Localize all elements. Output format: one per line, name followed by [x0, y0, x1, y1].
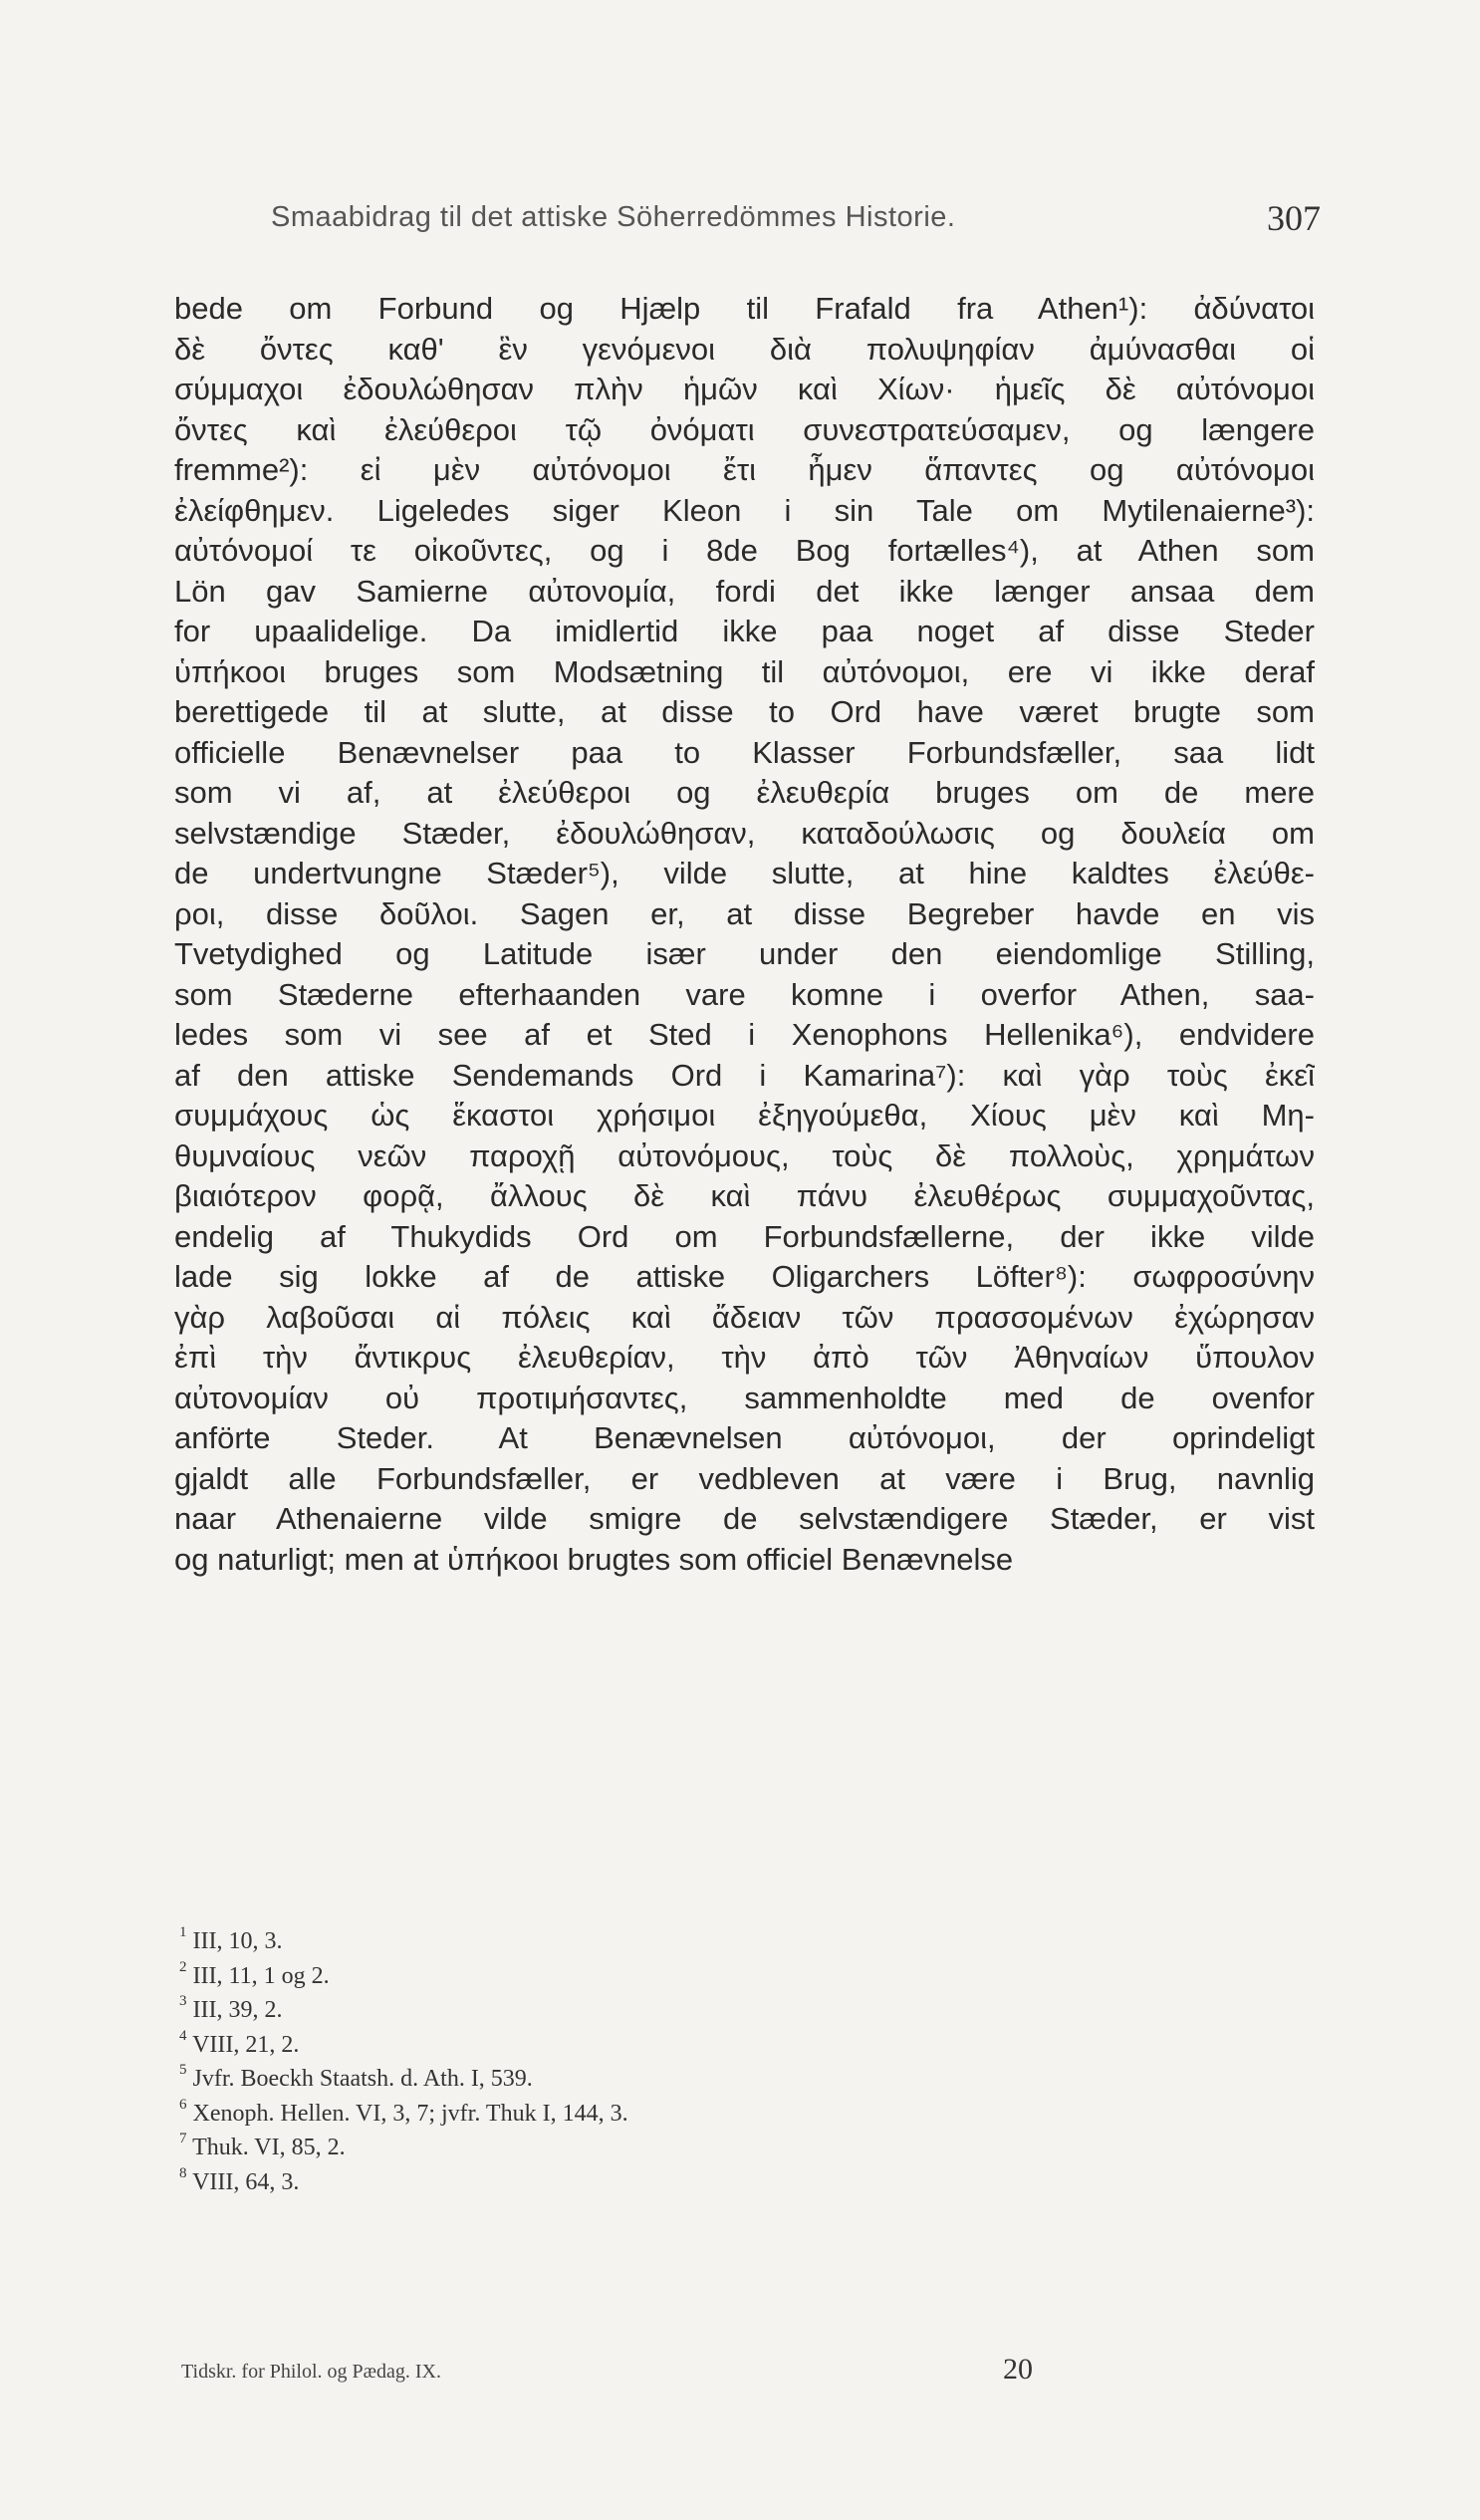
text-line: ἐλείφθημεν. Ligeledes siger Kleon i sin Tale om Mytilenaierne³):: [174, 492, 1315, 528]
text-line: ἐπὶ τὴν ἄντικρυς ἐλευθερίαν, τὴν ἀπὸ τῶν Ἀθηναίων ὕπουλον: [174, 1340, 1315, 1375]
text-line: ὄντες καὶ ἐλεύθεροι τῷ ὀνόματι συνεστρατεύσαμεν, og længere: [174, 411, 1315, 447]
text-line: officielle Benævnelser paa to Klasser Forbundsfæller, saa lidt: [174, 734, 1315, 770]
text-line: lade sig lokke af de attiske Oligarchers Löfter⁸): σωφροσύνην: [174, 1259, 1315, 1294]
text-line: ὑπήκοοι bruges som Modsætning til αὐτόνομοι, ere vi ikke deraf: [174, 653, 1315, 689]
footnote-mark: 5: [179, 2062, 187, 2078]
footnote-text: Xenoph. Hellen. VI, 3, 7; jvfr. Thuk I, 144, 3.: [186, 2100, 628, 2127]
footnote-mark: 4: [179, 2027, 187, 2044]
text-line: fremme²): εἰ μὲν αὐτόνομοι ἔτι ἦμεν ἅπαντες og αὐτόνομοι: [174, 452, 1315, 487]
footnote: [179, 1924, 1076, 1959]
text-line: af den attiske Sendemands Ord i Kamarina⁷): καὶ γὰρ τοὺς ἐκεῖ: [174, 1057, 1315, 1093]
text-line: anförte Steder. At Benævnelsen αὐτόνομοι, der oprindeligt: [174, 1420, 1315, 1455]
footnote-text: III, 11, 1 og 2.: [186, 1962, 330, 1989]
footnote-mark: 3: [179, 1993, 187, 2009]
footnote-text: III, 39, 2.: [186, 1997, 283, 2023]
text-line: θυμναίους νεῶν παροχῇ αὐτονόμους, τοὺς δὲ πολλοὺς, χρημάτων: [174, 1137, 1315, 1173]
footnote-mark: 2: [179, 1958, 187, 1975]
text-line: συμμάχους ὡς ἕκαστοι χρήσιμοι ἐξηγούμεθα, Χίους μὲν καὶ Μη-: [174, 1098, 1315, 1133]
text-line: selvstændige Stæder, ἐδουλώθησαν, καταδούλωσις og δουλεία om: [174, 815, 1315, 851]
text-line: ροι, disse δοῦλοι. Sagen er, at disse Begreber havde en vis: [174, 895, 1315, 931]
footnote: [179, 1993, 1076, 2028]
text-line: Lön gav Samierne αὐτονομία, fordi det ikke længer ansaa dem: [174, 573, 1315, 609]
text-line: de undertvungne Stæder⁵), vilde slutte, at hine kaldtes ἐλεύθε-: [174, 856, 1315, 890]
footnote: [179, 1959, 1076, 1994]
body-text: [174, 289, 1315, 1580]
text-line: bede om Forbund og Hjælp til Frafald fra Athen¹): ἀδύνατοι: [174, 291, 1315, 326]
running-head: Smaabidrag til det attiske Söherredömmes Historie.: [271, 201, 956, 233]
sheet-signature: 20: [1003, 2353, 1033, 2386]
page-number: 307: [1267, 198, 1321, 238]
footnote-mark: 8: [179, 2164, 187, 2181]
footnote-mark: 6: [179, 2096, 187, 2113]
journal-signature-line: Tidskr. for Philol. og Pædag. IX.: [181, 2361, 441, 2383]
text-line: βιαιότερον φορᾷ, ἄλλους δὲ καὶ πάνυ ἐλευθέρως συμμαχοῦντας,: [174, 1178, 1315, 1213]
footnote: [179, 2097, 1076, 2132]
text-line: σύμμαχοι ἐδουλώθησαν πλὴν ἡμῶν καὶ Χίων· ἡμεῖς δὲ αὐτόνομοι: [174, 372, 1315, 406]
footnote-text: Thuk. VI, 85, 2.: [186, 2135, 346, 2160]
text-line: som Stæderne efterhaanden vare komne i overfor Athen, saa-: [174, 976, 1315, 1012]
text-line: ledes som vi see af et Sted i Xenophons Hellenika⁶), endvidere: [174, 1017, 1315, 1052]
footnote: [179, 2028, 1076, 2063]
page-footer: [181, 2353, 1117, 2393]
footnote-text: VIII, 64, 3.: [186, 2168, 300, 2195]
footnote: [179, 2131, 1076, 2165]
text-line: som vi af, at ἐλεύθεροι og ἐλευθερία bruges om de mere: [174, 775, 1315, 810]
footnote-text: III, 10, 3.: [186, 1928, 283, 1954]
footnotes: [179, 1924, 1076, 2199]
footnote: [179, 2165, 1076, 2200]
text-line: γὰρ λαβοῦσαι αἱ πόλεις καὶ ἄδειαν τῶν πρασσομένων ἐχώρησαν: [174, 1299, 1315, 1335]
text-line: δὲ ὄντες καθ' ἓν γενόμενοι διὰ πολυψηφίαν ἀμύνασθαι οἱ: [174, 331, 1315, 367]
text-line: naar Athenaierne vilde smigre de selvstændigere Stæder, er vist: [174, 1501, 1315, 1536]
text-line: endelig af Thukydids Ord om Forbundsfællerne, der ikke vilde: [174, 1218, 1315, 1254]
page-header: [271, 197, 1466, 249]
footnote-text: VIII, 21, 2.: [186, 2031, 300, 2058]
text-line: for upaalidelige. Da imidlertid ikke paa noget af disse Steder: [174, 614, 1315, 648]
text-line: αὐτόνομοί τε οἰκοῦντες, og i 8de Bog fortælles⁴), at Athen som: [174, 533, 1315, 568]
footnote: [179, 2062, 1076, 2097]
text-line: berettigede til at slutte, at disse to Ord have været brugte som: [174, 694, 1315, 729]
text-line: αὐτονομίαν οὐ προτιμήσαντες, sammenholdte med de ovenfor: [174, 1380, 1315, 1415]
text-line: Tvetydighed og Latitude især under den eiendomlige Stilling,: [174, 936, 1315, 971]
footnote-text: Jvfr. Boeckh Staatsh. d. Ath. I, 539.: [186, 2066, 533, 2092]
footnote-mark: 1: [179, 1924, 187, 1940]
footnote-mark: 7: [179, 2131, 187, 2146]
text-line: og naturligt; men at ὑπήκοοι brugtes som officiel Benævnelse: [174, 1541, 1014, 1577]
text-line: gjaldt alle Forbundsfæller, er vedbleven at være i Brug, navnlig: [174, 1460, 1315, 1496]
